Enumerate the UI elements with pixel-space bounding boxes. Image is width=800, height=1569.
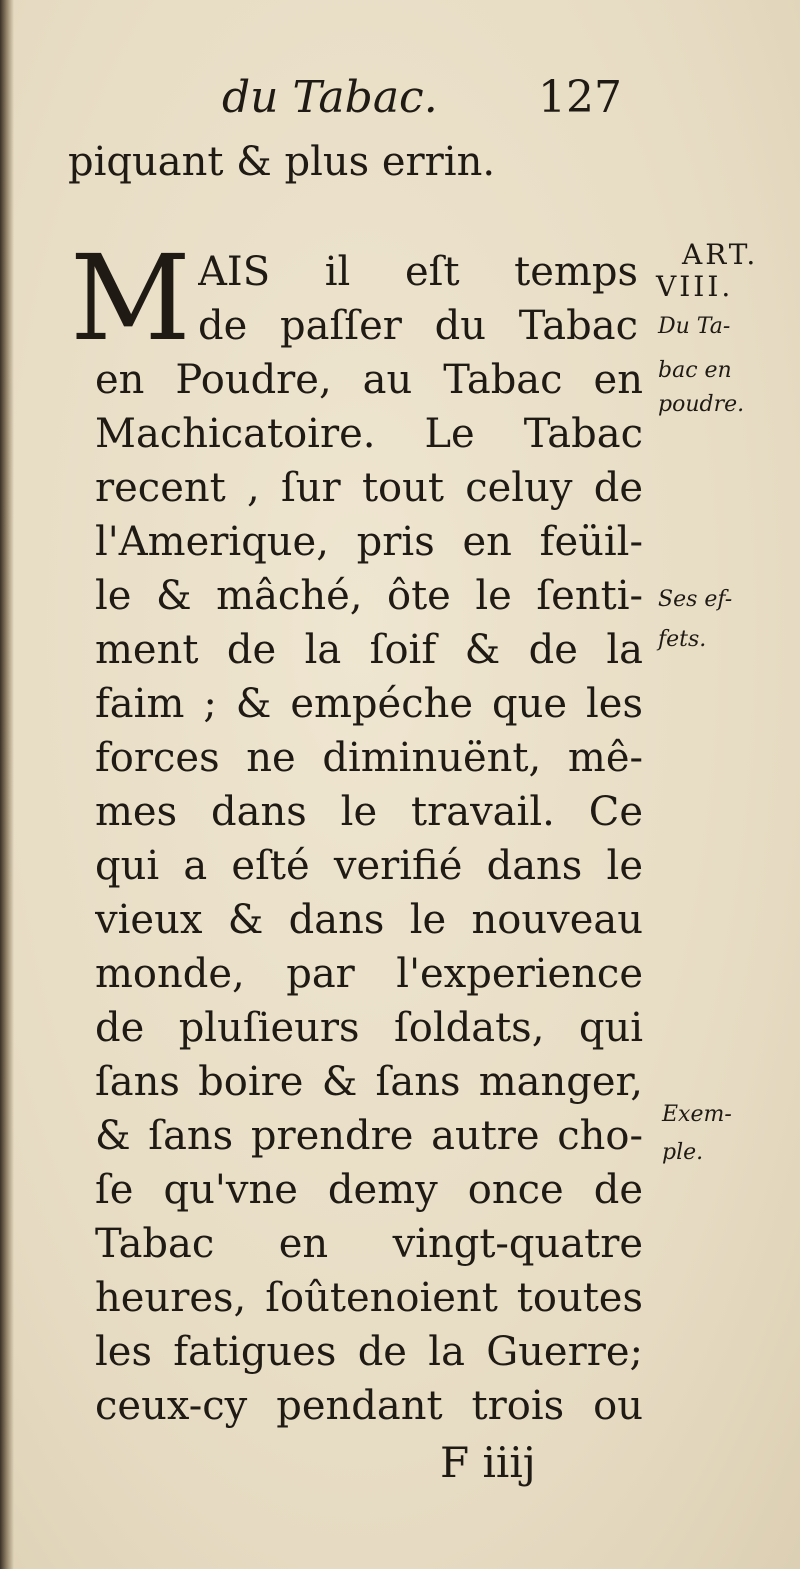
margin-topic-line: Du Ta- <box>658 314 731 339</box>
body-line: le & mâché, ôte le ſenti- <box>95 573 643 619</box>
body-line: recent , ſur tout celuy de <box>95 465 643 511</box>
margin-example-line: Exem- <box>662 1102 732 1127</box>
body-line: & ſans prendre autre cho- <box>95 1113 643 1159</box>
body-line: vieux & dans le nouveau <box>95 897 643 943</box>
signature-mark: F iiij <box>440 1438 536 1487</box>
drop-cap: M <box>70 229 191 367</box>
binding-gutter <box>0 0 14 1569</box>
margin-topic-line: bac en <box>658 358 732 383</box>
body-line: l'Amerique, pris en feüil- <box>95 519 643 565</box>
body-line: ment de la ſoif & de la <box>95 627 643 673</box>
body-line: monde, par l'experience <box>95 951 643 997</box>
margin-example-line: ple. <box>662 1140 704 1165</box>
body-line: heures, ſoûtenoient toutes <box>95 1275 643 1321</box>
body-line: ſans boire & ſans manger, <box>95 1059 643 1105</box>
margin-article-label: ART. <box>682 238 759 271</box>
body-line: Machicatoire. Le Tabac <box>95 411 643 457</box>
margin-effects-line: fets. <box>658 627 707 652</box>
page-number: 127 <box>538 72 622 123</box>
body-line: les fatigues de la Guerre; <box>95 1329 643 1375</box>
margin-topic-line: poudre. <box>658 392 745 417</box>
body-line: Tabac en vingt-quatre <box>95 1221 643 1267</box>
body-line: qui a eſté verifié dans le <box>95 843 643 889</box>
carry-over-line: piquant & plus errin. <box>68 139 496 185</box>
paragraph-second-line: de paſſer du Tabac <box>198 303 638 349</box>
body-line: de pluſieurs ſoldats, qui <box>95 1005 643 1051</box>
body-line: en Poudre, au Tabac en <box>95 357 643 403</box>
body-line: ſe qu'vne demy once de <box>95 1167 643 1213</box>
running-head: du Tabac. <box>222 72 438 123</box>
margin-effects-line: Ses ef- <box>658 587 733 612</box>
body-line: forces ne diminuënt, mê- <box>95 735 643 781</box>
paragraph-first-line: AIS il eſt temps <box>198 249 638 295</box>
body-line: faim ; & empéche que les <box>95 681 643 727</box>
margin-article-number: VIII. <box>656 270 734 303</box>
body-line: mes dans le travail. Ce <box>95 789 643 835</box>
body-line: ceux-cy pendant trois ou <box>95 1383 643 1429</box>
